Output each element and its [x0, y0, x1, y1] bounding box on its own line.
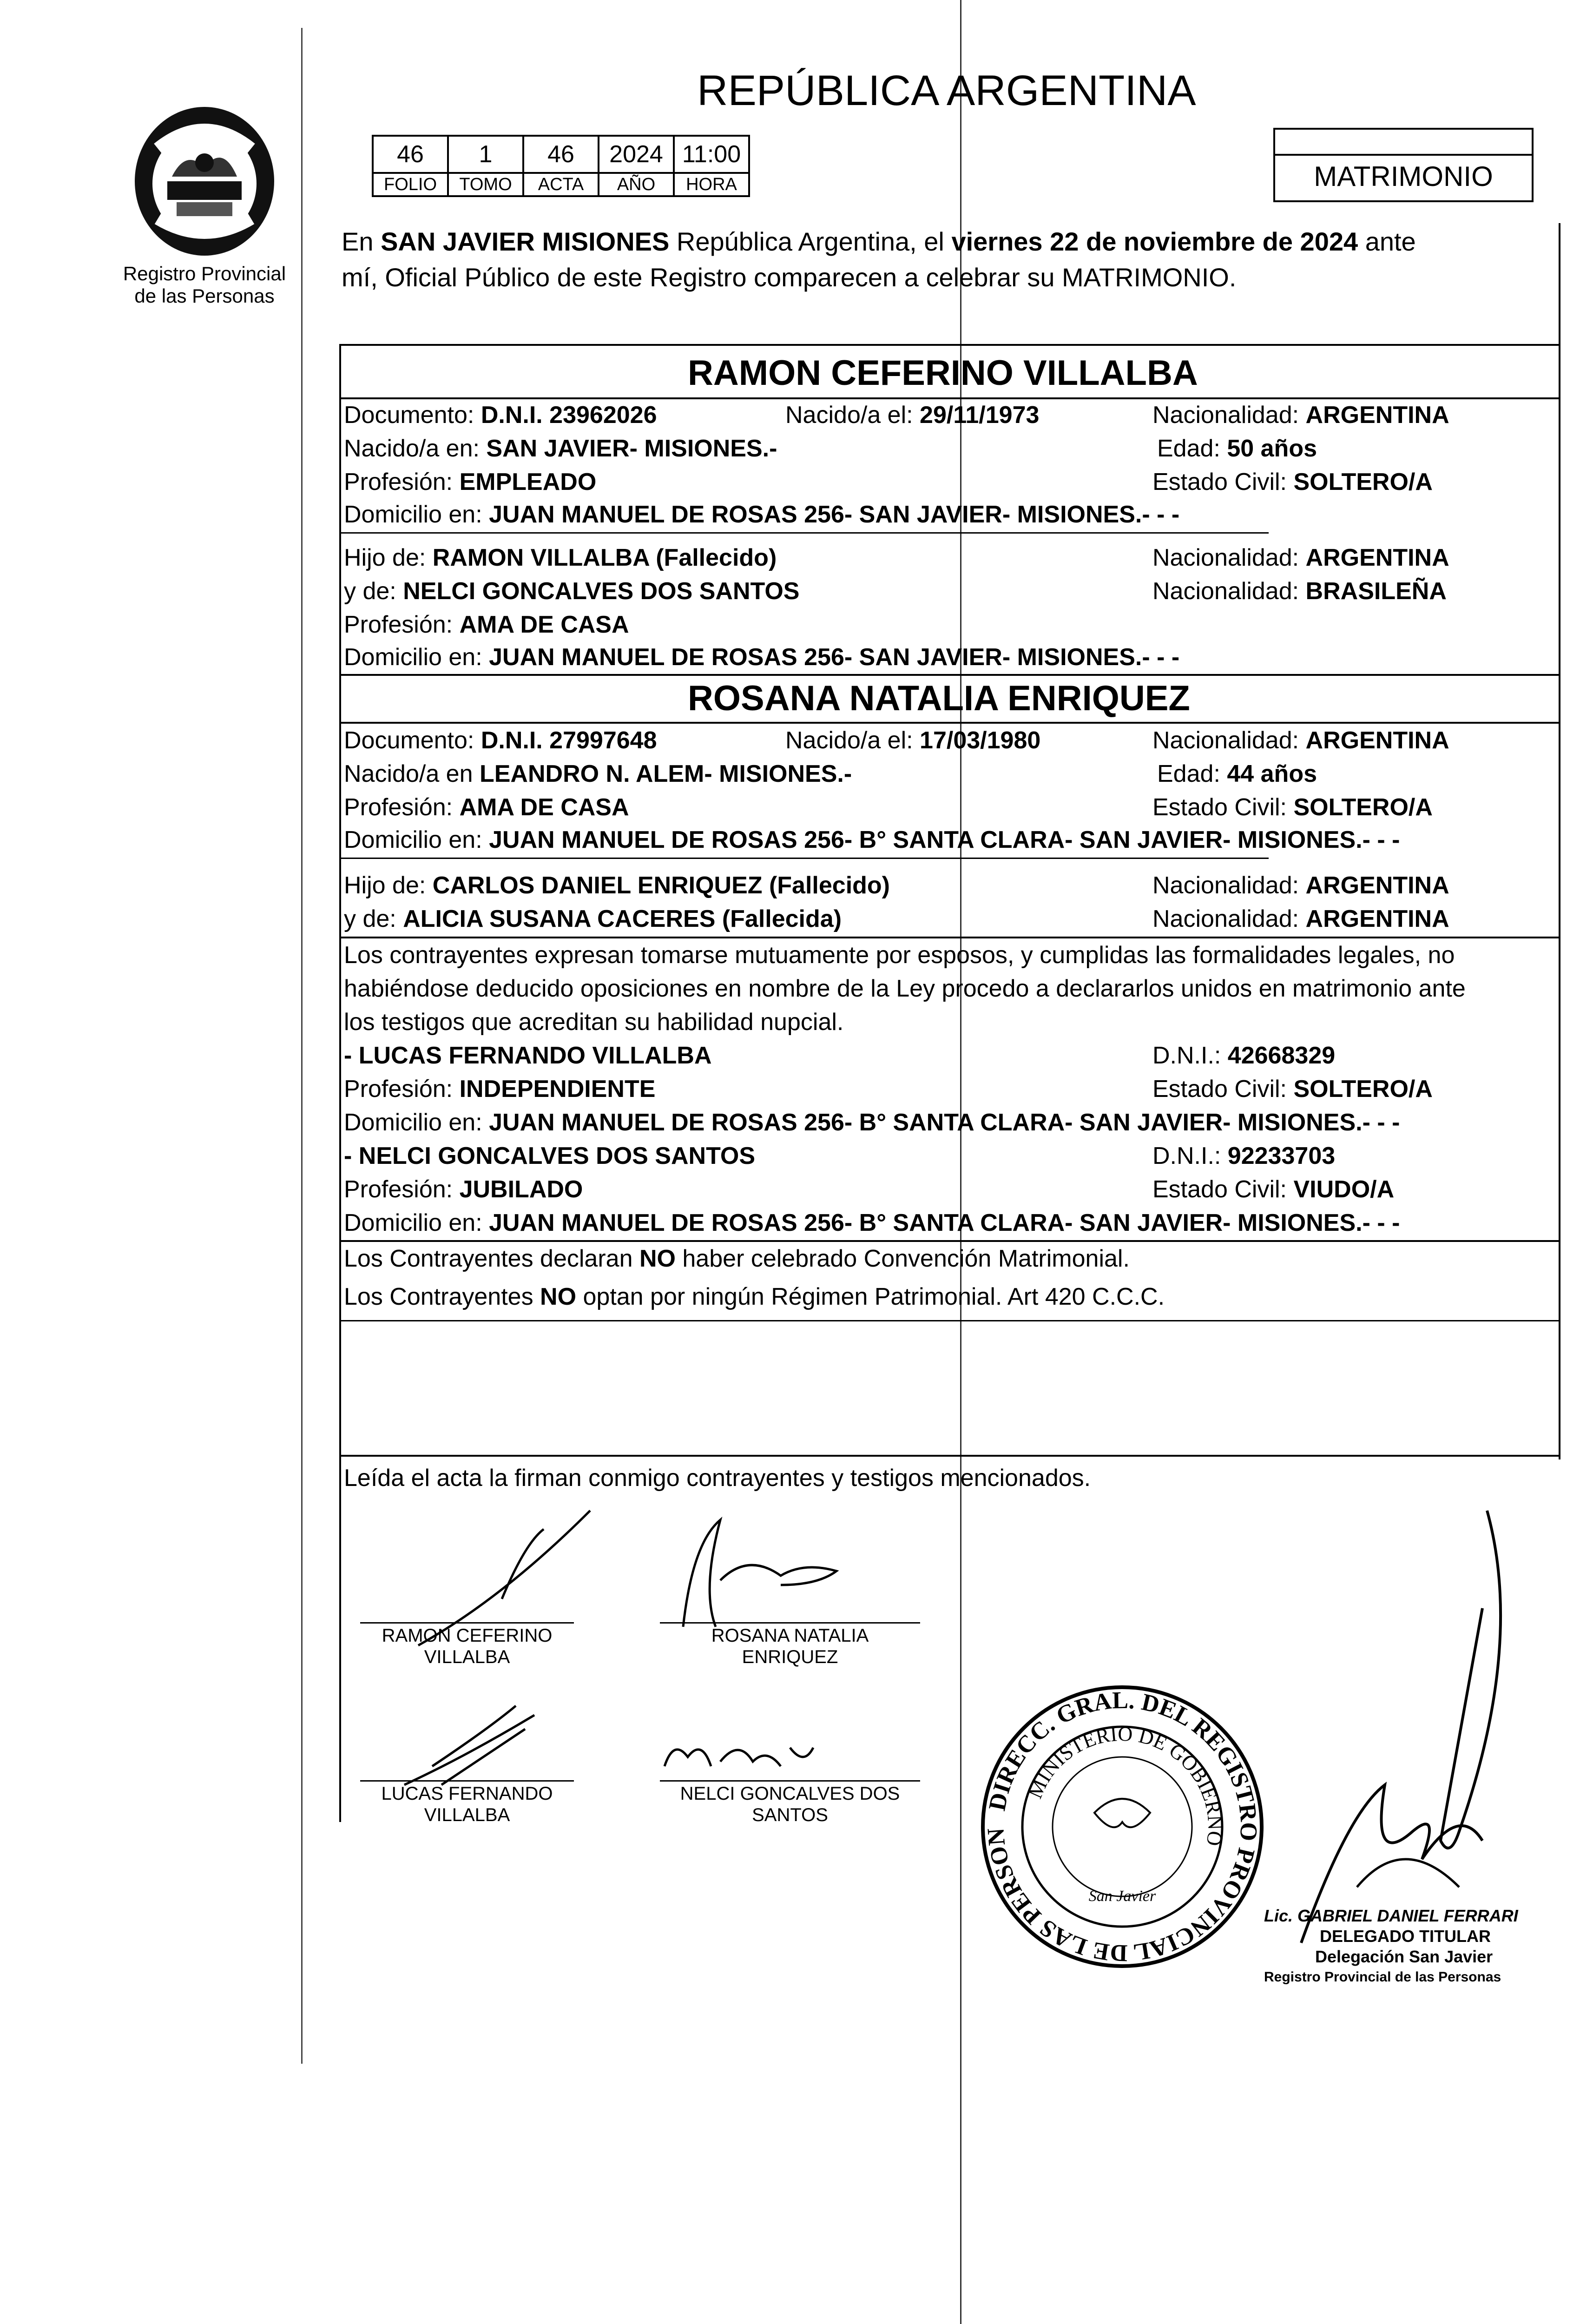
ano-value: 2024	[599, 136, 674, 173]
spouse1-mother-nationality: Nacionalidad: BRASILEÑA	[1152, 578, 1447, 605]
spouse2-father-nationality: Nacionalidad: ARGENTINA	[1152, 872, 1449, 899]
declaration-line1: Los contrayentes expresan tomarse mutuamente por esposos, y cumplidas las formalidades legales, no	[344, 942, 1455, 969]
spouse1-birthplace: Nacido/a en: SAN JAVIER- MISIONES.-	[344, 435, 777, 462]
signature-label-3: LUCAS FERNANDO VILLALBA	[381, 1783, 553, 1825]
folio-label: FOLIO	[373, 173, 448, 196]
divider-blank	[339, 1320, 1560, 1321]
registry-name-line1: Registro Provincial	[123, 263, 286, 284]
officer-org: Registro Provincial de las Personas	[1264, 1969, 1501, 1985]
note-convention: Los Contrayentes declaran NO haber celebrado Convención Matrimonial.	[344, 1245, 1130, 1272]
spouse2-father: Hijo de: CARLOS DANIEL ENRIQUEZ (Fallecido)	[344, 872, 890, 899]
ano-label: AÑO	[599, 173, 674, 196]
spouse2-mother-nationality: Nacionalidad: ARGENTINA	[1152, 905, 1449, 932]
acta-value: 46	[523, 136, 599, 173]
officer-name: Lic. GABRIEL DANIEL FERRARI	[1264, 1906, 1518, 1925]
spouse2-nationality: Nacionalidad: ARGENTINA	[1152, 727, 1449, 754]
spouse1-profession: Profesión: EMPLEADO	[344, 469, 597, 495]
registry-logo	[121, 93, 288, 260]
spouse1-address: Domicilio en: JUAN MANUEL DE ROSAS 256- SAN JAVIER- MISIONES.- - -	[344, 501, 1180, 528]
witness1-name: - LUCAS FERNANDO VILLALBA	[344, 1042, 712, 1069]
center-fold-line	[960, 0, 961, 2324]
witness2-dni: D.N.I.: 92233703	[1152, 1142, 1336, 1169]
divider-spouse2	[339, 674, 1560, 676]
act-reference-table	[372, 135, 750, 197]
officer-office: Delegación San Javier	[1315, 1947, 1493, 1966]
spouse2-born: Nacido/a el: 17/03/1980	[785, 727, 1041, 754]
stamp-center-text: San Javier	[1088, 1888, 1156, 1905]
spouse1-civil-status: Estado Civil: SOLTERO/A	[1152, 469, 1433, 495]
witness1-civil-status: Estado Civil: SOLTERO/A	[1152, 1076, 1433, 1103]
officer-block	[1264, 1906, 1561, 1987]
registry-name-line2: de las Personas	[134, 285, 275, 307]
spouse2-birthdate: 17/03/1980	[920, 727, 1041, 754]
intro-line2: mí, Oficial Público de este Registro comparecen a celebrar su MATRIMONIO.	[342, 263, 1237, 292]
divider-spouse1-header	[339, 397, 1560, 399]
divider-closing	[339, 1455, 1560, 1457]
intro-date: viernes 22 de noviembre de 2024	[951, 227, 1358, 256]
spouse1-parents-profession: Profesión: AMA DE CASA	[344, 611, 629, 638]
witness2-civil-status: Estado Civil: VIUDO/A	[1152, 1176, 1395, 1203]
divider-declaration	[339, 937, 1560, 938]
spouse2-dni: D.N.I. 27997648	[481, 727, 657, 754]
witness1-address: Domicilio en: JUAN MANUEL DE ROSAS 256- B° SANTA CLARA- SAN JAVIER- MISIONES.- - -	[344, 1109, 1400, 1136]
tomo-label: TOMO	[448, 173, 523, 196]
spouse2-address: Domicilio en: JUAN MANUEL DE ROSAS 256- B° SANTA CLARA- SAN JAVIER- MISIONES.- - -	[344, 826, 1400, 853]
spouse2-mother: y de: ALICIA SUSANA CACERES (Fallecida)	[344, 905, 842, 932]
spouse1-father: Hijo de: RAMON VILLALBA (Fallecido)	[344, 544, 777, 571]
tomo-value: 1	[448, 136, 523, 173]
spouse1-doc: Documento: D.N.I. 23962026	[344, 402, 657, 429]
witness1-dni: D.N.I.: 42668329	[1152, 1042, 1336, 1069]
signature-label-2: ROSANA NATALIA ENRIQUEZ	[711, 1625, 869, 1667]
intro-place: SAN JAVIER MISIONES	[381, 227, 670, 256]
signature-line-1	[360, 1622, 574, 1624]
country-title: REPÚBLICA ARGENTINA	[697, 67, 1196, 114]
spouse2-age: Edad: 44 años	[1157, 760, 1317, 787]
signature-line-4	[660, 1780, 920, 1782]
frame-right-border	[1559, 344, 1560, 1459]
divider-spouse2-parents	[339, 858, 1269, 859]
spouse1-born: Nacido/a el: 29/11/1973	[785, 402, 1040, 429]
stamp-outer-text: DIRECC. GRAL. DEL REGISTRO PROVINCIAL DE LAS PERSON	[982, 1687, 1262, 1967]
folio-value: 46	[373, 136, 448, 173]
provincial-seal-icon	[121, 93, 288, 260]
intro-text-b: República Argentina, el	[669, 227, 952, 256]
intro-text-a: En	[342, 227, 381, 256]
witness2-address: Domicilio en: JUAN MANUEL DE ROSAS 256- B° SANTA CLARA- SAN JAVIER- MISIONES.- - -	[344, 1209, 1400, 1236]
spouse2-profession: Profesión: AMA DE CASA	[344, 794, 629, 821]
spouse2-name: ROSANA NATALIA ENRIQUEZ	[688, 679, 1190, 718]
spouse1-birthdate: 29/11/1973	[920, 402, 1040, 429]
hora-value: 11:00	[674, 136, 749, 173]
spouse1-father-nationality: Nacionalidad: ARGENTINA	[1152, 544, 1449, 571]
witness2-name: - NELCI GONCALVES DOS SANTOS	[344, 1142, 756, 1169]
signature-line-3	[360, 1780, 574, 1782]
frame-left-border	[339, 344, 341, 1822]
witness1-profession: Profesión: INDEPENDIENTE	[344, 1076, 656, 1103]
left-margin-line	[301, 28, 303, 2064]
spouse1-dni: D.N.I. 23962026	[481, 402, 657, 429]
spouse1-mother: y de: NELCI GONCALVES DOS SANTOS	[344, 578, 800, 605]
intro-text-c: ante	[1358, 227, 1416, 256]
signature-label-4: NELCI GONCALVES DOS SANTOS	[680, 1783, 900, 1825]
signature-line-2	[660, 1622, 920, 1624]
act-type-box	[1273, 128, 1534, 202]
act-type-label: MATRIMONIO	[1275, 154, 1532, 200]
signature-label-1: RAMON CEFERINO VILLALBA	[382, 1625, 553, 1667]
declaration-line3: los testigos que acreditan su habilidad nupcial.	[344, 1009, 844, 1036]
spouse2-doc: Documento: D.N.I. 27997648	[344, 727, 657, 754]
note-regime: Los Contrayentes NO optan por ningún Régimen Patrimonial. Art 420 C.C.C.	[344, 1283, 1165, 1310]
acta-label: ACTA	[523, 173, 599, 196]
hora-label: HORA	[674, 173, 749, 196]
spouse1-parents-address: Domicilio en: JUAN MANUEL DE ROSAS 256- SAN JAVIER- MISIONES.- - -	[344, 644, 1180, 671]
intro-line1	[342, 228, 1416, 256]
spouse2-civil-status: Estado Civil: SOLTERO/A	[1152, 794, 1433, 821]
spouse1-nationality: Nacionalidad: ARGENTINA	[1152, 402, 1449, 429]
registry-name	[102, 263, 307, 307]
declaration-line2: habiéndose deducido oposiciones en nombre de la Ley procedo a declararlos unidos en matrimonio ante	[344, 975, 1466, 1002]
divider-spouse2-header	[339, 722, 1560, 724]
closing-line: Leída el acta la firman conmigo contrayentes y testigos mencionados.	[344, 1465, 1091, 1492]
divider-spouse1-parents	[339, 532, 1269, 534]
spouse1-name: RAMON CEFERINO VILLALBA	[688, 353, 1198, 393]
witness2-profession: Profesión: JUBILADO	[344, 1176, 583, 1203]
officer-title: DELEGADO TITULAR	[1320, 1927, 1491, 1946]
divider-notes	[339, 1240, 1560, 1242]
spouse2-birthplace: Nacido/a en LEANDRO N. ALEM- MISIONES.-	[344, 760, 852, 787]
official-stamp	[978, 1683, 1266, 1971]
stamp-inner-text: MINISTERIO DE GOBIERNO	[1023, 1722, 1227, 1848]
stamp-seal-icon	[978, 1683, 1266, 1971]
intro-right-border	[1559, 223, 1560, 344]
spouse1-age: Edad: 50 años	[1157, 435, 1317, 462]
divider-top	[339, 344, 1560, 346]
